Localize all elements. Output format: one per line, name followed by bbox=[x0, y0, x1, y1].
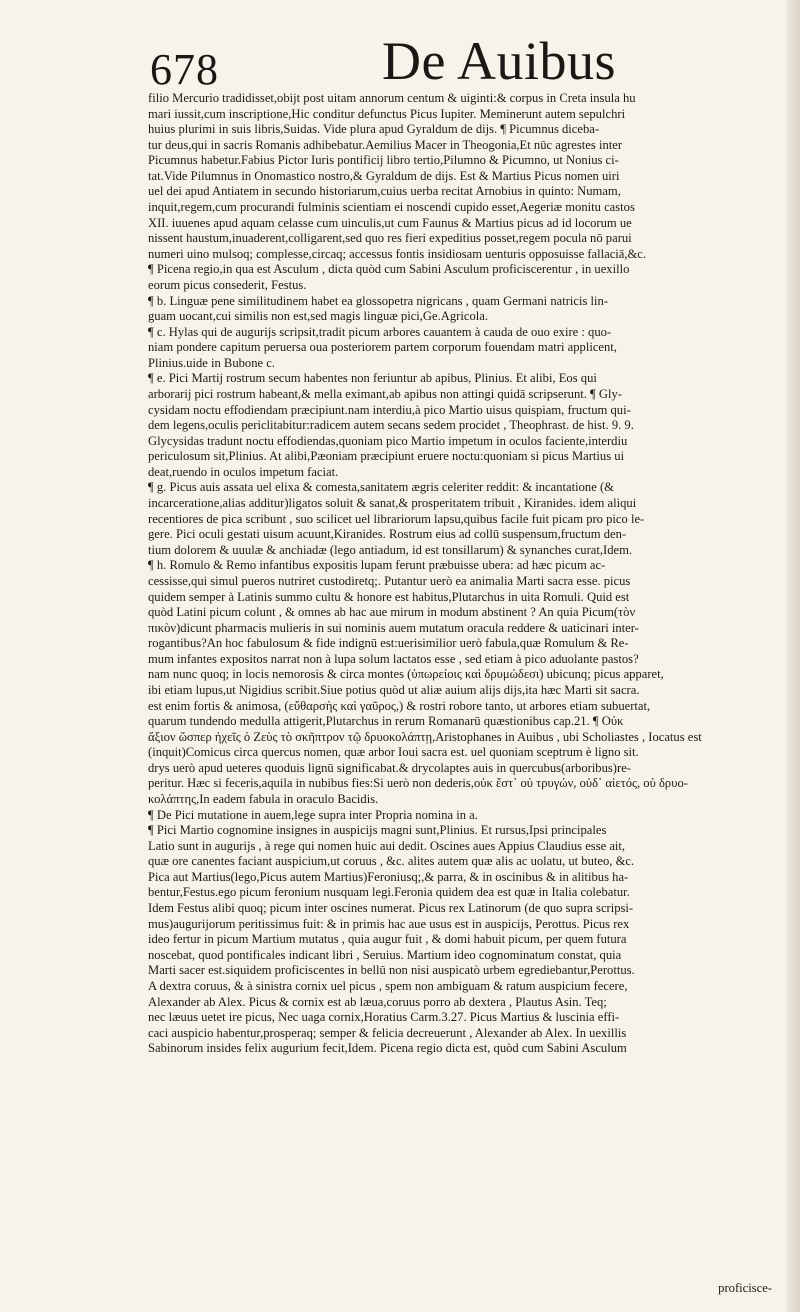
text-line: ¶ Picena regio,in qua est Asculum , dicta quòd cum Sabini Asculum proficiscerentur , in uexillo bbox=[148, 262, 630, 277]
text-line: cessisse,qui simul pueros nutriret custodiretq;. Putantur uerò ea animalia Marti sacra esse. picus bbox=[148, 573, 631, 588]
text-line: peritur. Hæc si feceris,aquila in nubibus fies:Si uerò non dederis,οὐκ ἔστ᾽ οὐ τρυγών, οὐδ᾽ αἰετός, οὐ δρυο- bbox=[148, 776, 688, 791]
text-line: caci auspicio habentur,prosperaq; semper & felicia decreuerunt , Alexander ab Alex. In uexillis bbox=[148, 1025, 627, 1040]
page-header bbox=[140, 30, 780, 94]
text-line: gere. Pici oculi gestati uisum acuunt,Kiranides. Rostrum eius ad collū suspensum,fructum den- bbox=[148, 527, 627, 542]
text-line: A dextra coruus, & à sinistra cornix uel picus , spem non ambiguam & ratum auspicium fecere, bbox=[148, 978, 628, 993]
text-line: tium dolorem & uuulæ & anchiadæ (lego antiadum, id est tonsillarum) & synanches curat,Idem. bbox=[148, 542, 633, 557]
text-line: Marti sacer est.siquidem proficiscentes in bellū non nisi auspicatò urbem egrediebantur,Perottus. bbox=[148, 963, 635, 978]
text-line: ¶ h. Romulo & Remo infantibus expositis lupam ferunt præbuisse ubera: ad hæc picum ac- bbox=[148, 558, 606, 573]
text-line: (inquit)Comicus circa quercus nomen, quæ arbor Ioui sacra est. uel quoniam sceptrum è ligno sit. bbox=[148, 745, 639, 760]
text-line: inquit,regem,cum procurandi fulminis scientiam ei noscendi cupido esset,Aegeriæ monitu castos bbox=[148, 200, 635, 215]
text-line: arborarij pici rostrum habeant,& mella eximant,ab apibus non attingi quidā scripserunt. ¶ Gly- bbox=[148, 386, 622, 401]
text-line: bentur,Festus.ego picum feronium nusquam legi.Feronia quidem dea est quæ in Italia colebatur. bbox=[148, 885, 630, 900]
page-number: 678 bbox=[150, 45, 219, 94]
text-line: Alexander ab Alex. Picus & cornix est ab læua,coruus porro ab dextera , Plautus Asin. Teq; bbox=[148, 994, 607, 1009]
text-line: ¶ g. Picus auis assata uel elixa & comesta,sanitatem ægris celeriter reddit: & incantatione (& bbox=[148, 480, 614, 495]
catchword: proficisce- bbox=[718, 1281, 772, 1295]
text-line: XII. iuuenes apud aquam celasse cum uinculis,ut cum Faunus & Martius picus ad id locorum ue bbox=[148, 215, 632, 230]
text-line: rogantibus?An hoc fabulosum & fide indignū est:uerisimilior uerò fabula,quæ Romulum & Re- bbox=[148, 636, 629, 651]
text-line: nissent haustum,inuaderent,colligarent,sed quo res fieri expeditius posset,regem pocula nō parui bbox=[148, 231, 632, 246]
text-line: ¶ De Pici mutatione in auem,lege supra inter Propria nomina in a. bbox=[148, 807, 478, 822]
text-line: filio Mercurio tradidisset,obijt post uitam annorum centum & uiginti:& corpus in Creta insula hu bbox=[148, 91, 636, 105]
text-line: ¶ c. Hylas qui de augurijs scripsit,tradit picum arbores cauantem à cauda de ouo exire : quo- bbox=[148, 324, 612, 339]
text-line: dem legens,oculis periclitabitur:radicem autem secans sedem procidet , Theophrast. de hist. 9. 9. bbox=[148, 418, 634, 433]
text-line: ideo fertur in picum Martium mutatus , quia augur fuit , & domi habuit picum, per quem futura bbox=[148, 932, 627, 947]
text-line: numeri uino mulsoq; complesse,circaq; accessus fontis insidiosam uenturis opposuisse fallaciā,&c. bbox=[148, 246, 647, 261]
text-line: Plinius.uide in Bubone c. bbox=[148, 355, 275, 370]
text-line: Sabinorum insides felix augurium fecit,Idem. Picena regio dicta est, quòd cum Sabini Asculum bbox=[148, 1041, 627, 1056]
text-line: Latio sunt in augurijs , à rege qui nomen huic aui dedit. Oscines aues Appius Claudius esse ait, bbox=[148, 838, 626, 853]
text-line: Idem Festus alibi quoq; picum inter oscines numerat. Picus rex Latinorum (de quo supra scripsi- bbox=[148, 901, 634, 916]
text-line: niam pondere capitum peruersa oua posteriorem partem corporum fouendam matri applicent, bbox=[148, 340, 617, 355]
text-line: nam nunc quoq; in locis nemorosis & circa montes (ὑπωρείοις καὶ δρυμώδεσι) ubicunq; picus apparet, bbox=[148, 667, 664, 682]
text-line: Picumnus habetur.Fabius Pictor Iuris pontificij libro tertio,Pilumno & Picumno, ut Nonius ci- bbox=[148, 153, 619, 168]
text-line: quæ ore canentes faciant auspicium,ut coruus , &c. alites autem quæ alis ac uolatu, ut buteo, &c. bbox=[148, 854, 635, 869]
text-line: quarum tundendo medulla attigerit,Plutarchus in rerum Romanarū quæstionibus cap.21. ¶ Οὐκ bbox=[148, 714, 624, 729]
page-edge bbox=[786, 0, 800, 1312]
text-line: guam uocant,cui similis non est,sed magis linguæ pici,Ge.Agricola. bbox=[148, 309, 488, 324]
text-line: quòd Latini picum colunt , & omnes ab hac aue mirum in modum abstinent ? An quia Picum(τὸν bbox=[148, 605, 636, 620]
text-line: ¶ e. Pici Martij rostrum secum habentes non feriuntur ab apibus, Plinius. Et alibi, Eos qui bbox=[148, 371, 597, 386]
text-line: uel dei apud Antiatem in secundo historiarum,cuius uerba recitat Arnobius in quinto: Numam, bbox=[148, 184, 621, 199]
text-line: tat.Vide Pilumnus in Onomastico nostro,& Gyraldum de dijs. Est & Martius Picus nomen uiri bbox=[148, 168, 620, 183]
text-line: ¶ Pici Martio cognomine insignes in auspicijs magni sunt,Plinius. Et rursus,Ipsi principales bbox=[148, 823, 607, 838]
text-line: eorum picus consederit, Festus. bbox=[148, 277, 307, 292]
text-line: πικὸν)dicunt pharmacis mulieris in sui nominis auem mutatum oracula reddere & uaticinari inter- bbox=[148, 620, 639, 635]
text-line: drys uerò apud ueteres quoduis lignū significabat.& drycolaptes auis in quercubus(arboribus)re- bbox=[148, 760, 631, 775]
text-line: incarceratione,alias additur)ligatos soluit & sanat,& prosperitatem tribuit , Kiranides. idem aliqui bbox=[148, 496, 637, 511]
text-line: mus)augurijorum peritissimus fuit: & in primis hac aue usus est in auspicijs, Perottus. Picus rex bbox=[148, 916, 630, 931]
text-line: noscebat, quod pontificales indicant libri , Seruius. Martium ideo cognominatum constat, quia bbox=[148, 947, 622, 962]
text-line: mari iussit,cum inscriptione,Hic conditur defunctus Picus Iupiter. Meminerunt autem sepulchri bbox=[148, 106, 626, 121]
text-line: Glycysidas tradunt noctu effodiendas,quoniam pico Martio impetum in oculos faciente,interdiu bbox=[148, 433, 628, 448]
text-line: ¶ b. Linguæ pene similitudinem habet ea glossopetra nigricans , quam Germani natricis lin- bbox=[148, 293, 609, 308]
text-line: est enim fortis & animosa, (εὔθαρσὴς καὶ γαῦρος,) & rostri robore tanto, ut arbores etiam subuertat, bbox=[148, 698, 651, 713]
text-line: ἄξιον ὥσπερ ἠχεῖς ὁ Ζεὺς τὸ σκῆπτρον τῷ δρυοκολάπτῃ,Aristophanes in Auibus , ubi Scholiastes , Iocatus est bbox=[148, 729, 702, 744]
text-line: periculosum sit,Plinius. At alibi,Pæoniam præcipiunt eruere noctu:quoniam si picus Martius ui bbox=[148, 449, 625, 464]
text-line: deat,ruendo in oculos impetum faciat. bbox=[148, 464, 339, 479]
body-text bbox=[148, 91, 772, 1291]
running-title: De Auibus bbox=[382, 31, 616, 91]
text-line: ibi etiam lupus,ut Nigidius scribit.Siue potius quòd ut aliæ auium alijs dijs,ita hæc Marti sit sacra. bbox=[148, 682, 640, 697]
text-line: nec læuus uetet ire picus, Nec uaga cornix,Horatius Carm.3.27. Picus Martius & luscinia effi- bbox=[148, 1010, 620, 1025]
text-line: huius plurimi in suis libris,Suidas. Vide plura apud Gyraldum de dijs. ¶ Picumnus diceba- bbox=[148, 122, 600, 137]
text-line: quidem semper à Latinis summo cultu & honore est habitus,Plutarchus in uita Romuli. Quid est bbox=[148, 589, 630, 604]
text-line: Pica aut Martius(lego,Picus autem Martius)Feroniusq;,& parra, & in oscinibus & in alitibus ha- bbox=[148, 869, 629, 884]
text-line: recentiores de pica scribunt , suo scilicet uel librariorum lapsu,quibus facile fuit picam pro pico le- bbox=[148, 511, 645, 526]
text-line: mum infantes expositos narrat non à lupa solum lactatos esse , sed etiam à pico aduolante pastos? bbox=[148, 651, 639, 666]
text-line: κολάπτης,In eadem fabula in oraculo Bacidis. bbox=[148, 792, 379, 807]
text-line: cysidam noctu effodiendam præcipiunt.nam interdiu,à pico Martio uisus quispiam, fructum qui- bbox=[148, 402, 631, 417]
text-line: tur deus,qui in sacris Romanis adhibebatur.Aemilius Macer in Theogonia,Et nūc agrestes inter bbox=[148, 137, 623, 152]
